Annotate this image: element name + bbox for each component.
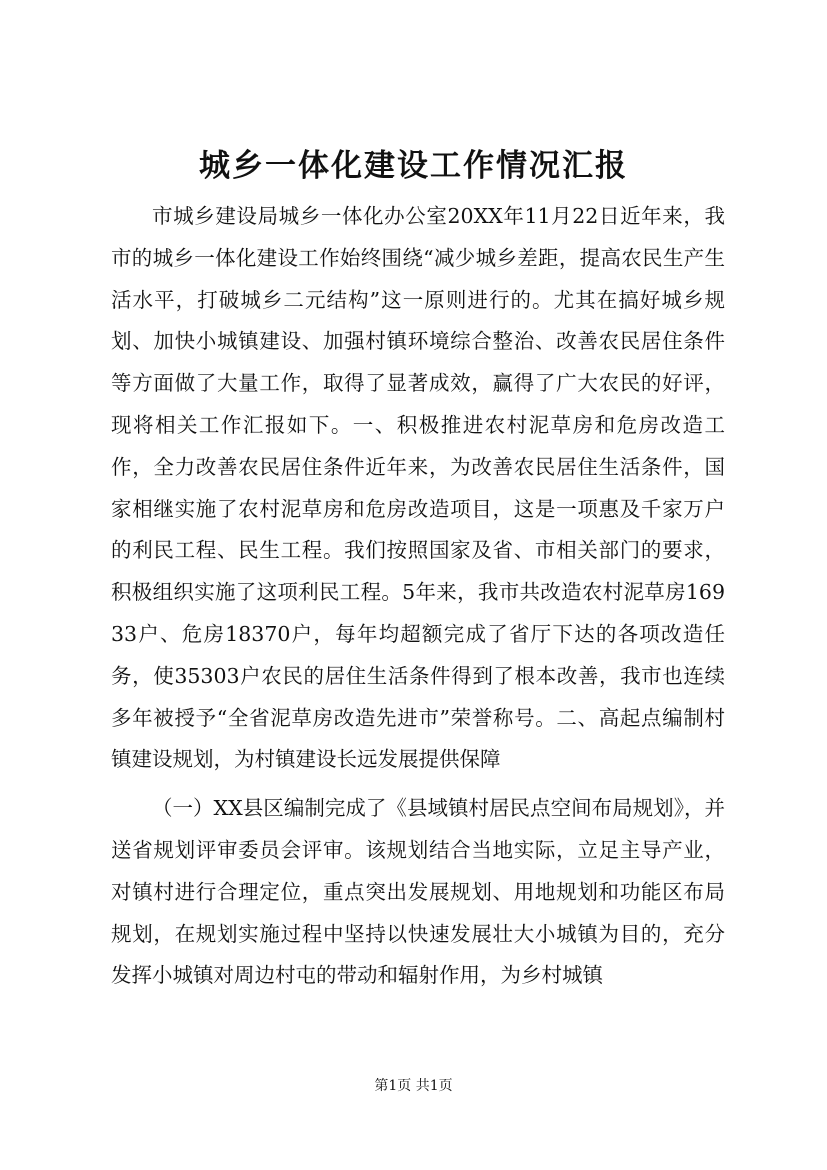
document-title: 城乡一体化建设工作情况汇报 [199, 148, 628, 184]
paragraph-1: 市城乡建设局城乡一体化办公室20XX年11月22日近年来，我市的城乡一体化建设工作始终围绕“减少城乡差距，提高农民生产生活水平，打破城乡二元结构”这一原则进行的。尤其在搞好城乡规划、加快小城镇建设、加强村镇环境综合整治、改善农民居住条件等方面做了大量工作，取得了显著成效，赢得了广大农民的好评，现将相关工作汇报如下。一、积极推进农村泥草房和危房改造工作，全力改善农民居住条件近年来，为改善农民居住生活条件，国家相继实施了农村泥草房和危房改造项目，这是一项惠及千家万户的利民工程、民生工程。我们按照国家及省、市相关部门的要求，积极组织实施了这项利民工程。5年来，我市共改造农村泥草房16933户、危房18370户，每年均超额完成了省厅下达的各项改造任务，使35303户农民的居住生活条件得到了根本改善，我市也连续多年被授予“全省泥草房改造先进市”荣誉称号。二、高起点编制村镇建设规划，为村镇建设长远发展提供保障 [111, 204, 725, 772]
document-body [111, 196, 725, 997]
page-footer: 第1页 共1页 [374, 1078, 453, 1094]
paragraph-2: （一）XX县区编制完成了《县域镇村居民点空间布局规划》，并送省规划评审委员会评审。该规划结合当地实际，立足主导产业，对镇村进行合理定位，重点突出发展规划、用地规划和功能区布局规划，在规划实施过程中坚持以快速发展壮大小城镇为目的，充分发挥小城镇对周边村屯的带动和辐射作用，为乡村城镇 [111, 796, 725, 988]
